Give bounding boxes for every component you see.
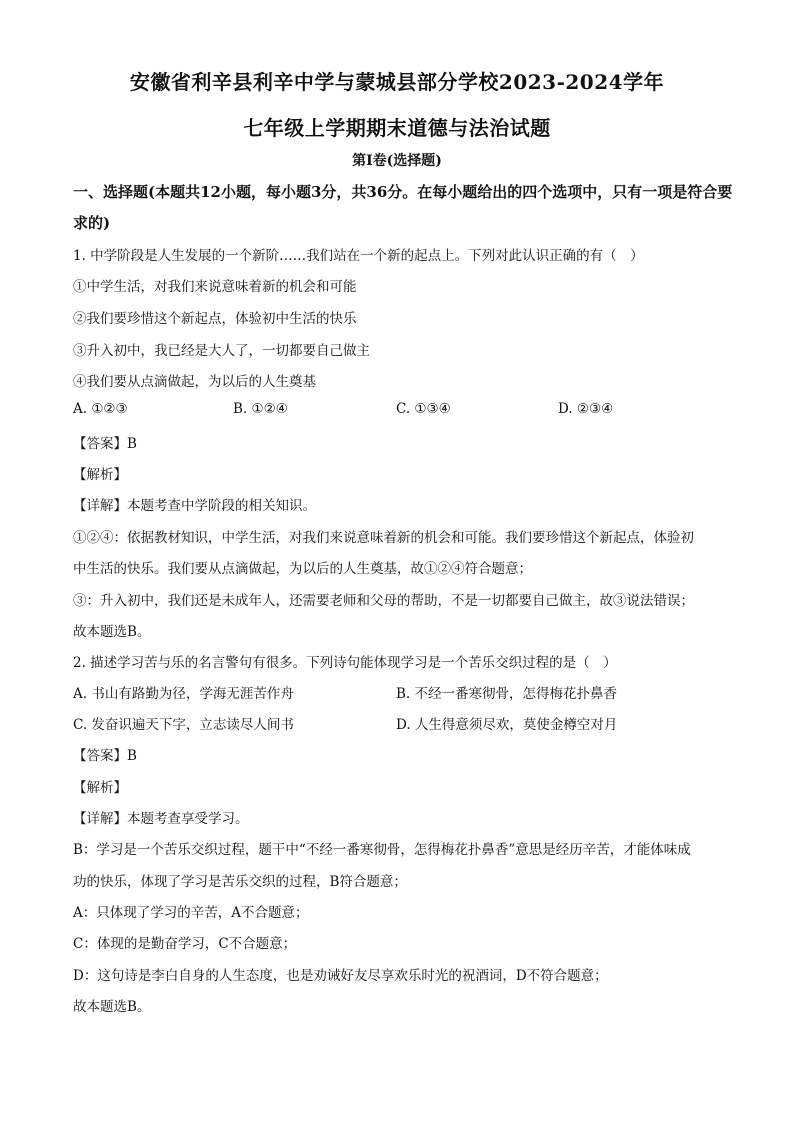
q2-option-d: D. 人生得意须尽欢，莫使金樽空对月 (396, 717, 618, 733)
q1-option-c: C. ①③④ (396, 401, 451, 417)
q1-option-b: B. ①②④ (233, 401, 288, 417)
q2-option-b: B. 不经一番寒彻骨，怎得梅花扑鼻香 (396, 686, 618, 702)
q1-analysis-label: 【解析】 (73, 467, 127, 483)
q1-item-2: ②我们要珍惜这个新起点，体验初中生活的快乐 (73, 311, 357, 327)
q1-answer: 【答案】B (73, 436, 137, 452)
q2-stem: 2. 描述学习苦与乐的名言警句有很多。下列诗句能体现学习是一个苦乐交织过程的是（ ） (73, 655, 617, 671)
title-line-2: 七年级上学期期末道德与法治试题 (243, 116, 551, 140)
q2-explain-3: A：只体现了学习的辛苦，A不合题意； (73, 905, 309, 921)
q1-item-3: ③升入初中，我已经是大人了，一切都要自己做主 (73, 343, 370, 359)
q2-option-a: A. 书山有路勤为径，学海无涯苦作舟 (73, 686, 294, 702)
q1-item-4: ④我们要从点滴做起，为以后的人生奠基 (73, 374, 316, 390)
q1-option-d: D. ②③④ (558, 401, 614, 417)
q1-explain-1: ①②④：依据教材知识，中学生活，对我们来说意味着新的机会和可能。我们要珍惜这个新起点，体验初 (73, 530, 694, 546)
q2-option-c: C. 发奋识遍天下字，立志读尽人间书 (73, 717, 294, 733)
q1-item-1: ①中学生活，对我们来说意味着新的机会和可能 (73, 279, 357, 295)
q1-explain-3: ③：升入初中，我们还是未成年人，还需要老师和父母的帮助，不是一切都要自己做主，故③说法错误； (73, 593, 694, 609)
q1-detail: 【详解】本题考查中学阶段的相关知识。 (73, 498, 316, 514)
q2-answer: 【答案】B (73, 748, 137, 764)
section-heading: 一、选择题(本题共12小题，每小题3分，共36分。在每小题给出的四个选项中，只有一项是符合要求的) (73, 183, 733, 232)
paper-subtitle: 第Ⅰ卷(选择题) (352, 153, 442, 169)
q2-analysis-label: 【解析】 (73, 780, 127, 796)
q2-explain-6: 故本题选B。 (73, 999, 151, 1015)
q2-detail: 【详解】本题考查享受学习。 (73, 811, 249, 827)
q1-explain-4: 故本题选B。 (73, 624, 151, 640)
q2-explain-5: D：这句诗是李白自身的人生态度，也是劝诫好友尽享欢乐时光的祝酒词，D不符合题意； (73, 968, 608, 984)
title-line-1: 安徽省利辛县利辛中学与蒙城县部分学校2023-2024学年 (129, 70, 665, 94)
q1-option-a: A. ①②③ (73, 401, 128, 417)
q2-explain-1: B：学习是一个苦乐交织过程，题干中“不经一番寒彻骨，怎得梅花扑鼻香”意思是经历辛苦，才能体味成 (73, 842, 691, 858)
q2-explain-2: 功的快乐，体现了学习是苦乐交织的过程，B符合题意； (73, 874, 407, 890)
q2-explain-4: C：体现的是勤奋学习，C不合题意； (73, 936, 297, 952)
q1-stem: 1. 中学阶段是人生发展的一个新阶……我们站在一个新的起点上。下列对此认识正确的有（ ） (73, 248, 644, 264)
q1-explain-2: 中生活的快乐。我们要从点滴做起，为以后的人生奠基，故①②④符合题意； (73, 561, 532, 577)
